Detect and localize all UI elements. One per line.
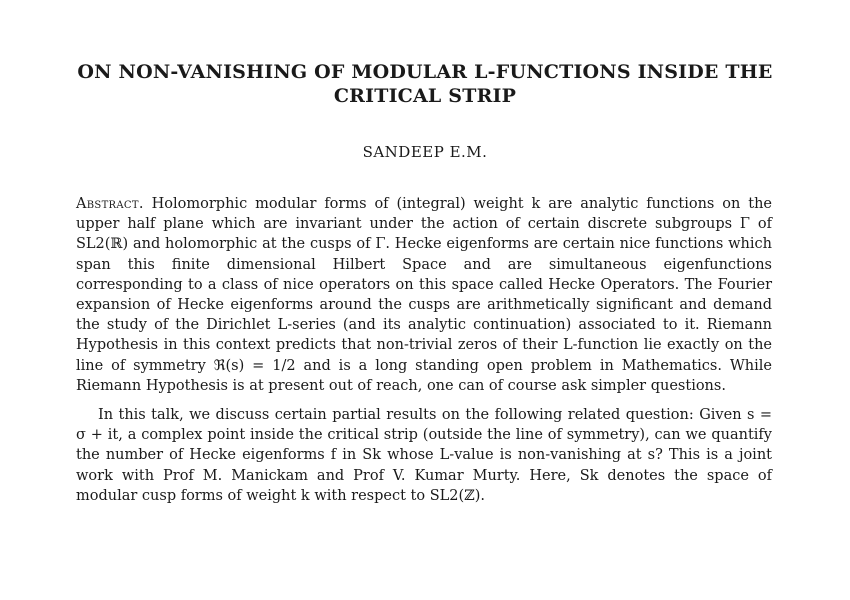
abstract: [76, 194, 772, 506]
title-line-2: CRITICAL STRIP: [333, 85, 517, 107]
abstract-paragraph-1: [76, 194, 772, 396]
paper-title: [20, 60, 830, 108]
author-name: SANDEEP E.M.: [362, 143, 488, 161]
abstract-paragraph-2: In this talk, we discuss certain partial results on the following related question: Given s = σ + it, a complex point inside the critical strip (outside the line of symmetry), can we quantify the number of Hecke eigenforms f in Sk whose L-value is non-vanishing at s? This is a joint work with Prof M. Manickam and Prof V. Kumar Murty. Here, Sk denotes the space of modular cusp forms of weight k with respect to SL2(ℤ).: [76, 407, 772, 504]
title-line-1: ON NON-VANISHING OF MODULAR L-FUNCTIONS INSIDE THE: [77, 61, 773, 83]
abstract-text-1: Holomorphic modular forms of (integral) weight k are analytic functions on the upper half plane which are invariant under the action of certain discrete subgroups Γ of SL2(ℝ) and holomorphic at the cusps of Γ. Hecke eigenforms are certain nice functions which span this finite dimensional Hilbert Space and are simultaneous eigenfunctions corresponding to a class of nice operators on this space called Hecke Operators. The Fourier expansion of Hecke eigenforms around the cusps are arithmetically significant and demand the study of the Dirichlet L-series (and its analytic continuation) associated to it. Riemann Hypothesis in this context predicts that non-trivial zeros of their L-function lie exactly on the line of symmetry ℜ(s) = 1/2 and is a long standing open problem in Mathematics. While Riemann Hypothesis is at present out of reach, one can of course ask simpler questions.: [76, 196, 773, 394]
abstract-label: Abstract.: [76, 196, 144, 212]
